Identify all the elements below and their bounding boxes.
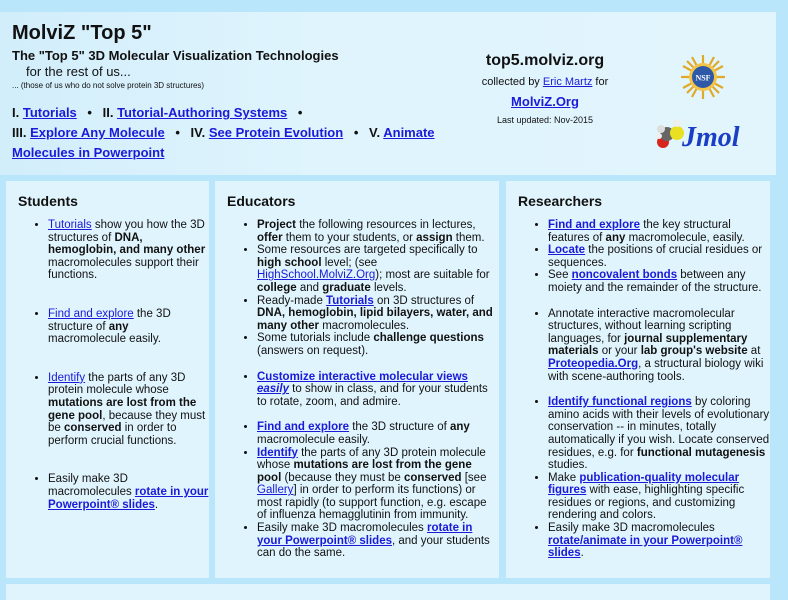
text: mutations are lost from the gene pool: [48, 396, 197, 422]
text: assign: [416, 231, 453, 244]
text: , a structural biology wiki with scene-authoring tools.: [548, 357, 764, 383]
text: challenge questions: [373, 332, 484, 345]
nav-num: III.: [12, 125, 27, 140]
text: DNA, hemoglobin, lipid bilayers, water, and many other: [257, 307, 493, 332]
list-item: [548, 308, 770, 384]
find-explore-link[interactable]: Find and explore: [48, 307, 134, 320]
site-title: MolviZ "Top 5": [12, 22, 152, 44]
site-note: ... (those of us who do not solve protein 3D structures): [12, 81, 205, 90]
text: by coloring amino acids with their levels of evolutionary conservation -- in minutes, totally automatically if you wish. Locate conserved residues, e.g. for: [548, 396, 770, 459]
text: Easily make 3D macromolecules: [48, 473, 135, 498]
list-item: [48, 219, 209, 282]
text: in order to perform crucial functions.: [48, 422, 177, 447]
text: .: [580, 547, 584, 560]
functional-regions-link[interactable]: Identify functional regions: [548, 396, 692, 409]
text: See: [548, 269, 572, 282]
nav-animate-powerpoint[interactable]: Animate Molecules in Powerpoint: [12, 125, 435, 160]
researchers-list: [518, 219, 770, 560]
text: Annotate interactive macromolecular structures, without learning scripting languages, for: [548, 307, 735, 345]
text: Ready-made: [257, 294, 327, 307]
list-item: [548, 472, 770, 522]
list-item: [548, 244, 770, 269]
nsf-logo-icon[interactable]: [680, 54, 726, 100]
bottom-panel: [6, 584, 770, 600]
list-item: [548, 269, 770, 294]
text: (answers on request).: [257, 344, 369, 357]
text: the parts of any 3D protein molecule whose: [257, 446, 486, 472]
highschool-link[interactable]: HighSchool.MolviZ.Org: [257, 269, 376, 282]
list-item: [257, 371, 499, 409]
text: and: [296, 281, 323, 294]
nav-protein-evolution[interactable]: See Protein Evolution: [208, 125, 344, 140]
list-item: [48, 372, 209, 448]
find-explore-link[interactable]: Find and explore: [548, 219, 641, 231]
text: Some tutorials include: [257, 332, 374, 345]
molviz-org-link[interactable]: MolviZ.Org: [511, 94, 579, 109]
educators-heading: Educators: [227, 193, 296, 209]
list-item: [548, 396, 770, 472]
text: college: [257, 281, 297, 294]
identify-link[interactable]: Identify: [257, 446, 298, 459]
students-panel: [6, 181, 209, 578]
nav-separator: •: [87, 105, 92, 120]
powerpoint-link[interactable]: rotate in your Powerpoint® slides: [48, 485, 209, 511]
list-item: [48, 473, 209, 511]
text: , because they must be: [48, 409, 206, 435]
find-explore-link[interactable]: Find and explore: [257, 421, 350, 434]
powerpoint-link[interactable]: rotate in your Powerpoint® slides: [257, 522, 473, 547]
easily-link[interactable]: easily: [257, 383, 289, 396]
collected-by: [460, 76, 630, 88]
list-item: [257, 295, 499, 333]
powerpoint-link[interactable]: rotate/animate in your Powerpoint® slides: [548, 534, 743, 560]
jmol-text: Jmol: [682, 122, 740, 152]
text: any: [450, 421, 470, 434]
text: the following resources in lectures,: [296, 219, 476, 231]
nav-tutorials[interactable]: Tutorials: [22, 105, 77, 120]
text: journal supplementary materials: [548, 332, 748, 358]
section-nav: [12, 103, 472, 163]
text: .: [154, 498, 159, 511]
list-item: [257, 332, 499, 357]
educators-panel: [215, 181, 499, 578]
text: level; (see: [321, 256, 378, 269]
list-item: [48, 308, 209, 346]
text: ); most are suitable for: [375, 269, 490, 282]
text: Some resources are targeted specifically to: [257, 244, 478, 257]
noncovalent-bonds-link[interactable]: noncovalent bonds: [571, 269, 678, 282]
text: mutations are lost from the gene pool: [257, 459, 472, 484]
students-list: [18, 219, 209, 511]
text: any: [108, 320, 129, 333]
text: studies.: [548, 459, 588, 472]
nav-separator: •: [353, 125, 359, 140]
site-info: [460, 52, 630, 125]
proteopedia-link[interactable]: Proteopedia.Org: [548, 357, 639, 370]
collected-text: collected by: [481, 76, 543, 88]
nav-num: I.: [12, 105, 20, 120]
text: high school: [257, 256, 322, 269]
text: (because they must be: [281, 471, 405, 484]
text: conserved: [404, 471, 462, 484]
nav-num: IV.: [190, 125, 206, 140]
students-heading: Students: [18, 193, 78, 209]
text: them to your students, or: [282, 231, 417, 244]
nsf-text: NSF: [695, 73, 711, 83]
nav-num: V.: [369, 125, 381, 140]
nav-num: II.: [102, 105, 114, 120]
text: show you how the 3D structures of: [48, 219, 205, 244]
text: them.: [452, 231, 485, 244]
tutorials-link[interactable]: Tutorials: [48, 219, 92, 231]
nav-explore-molecule[interactable]: Explore Any Molecule: [30, 125, 165, 140]
site-tagline: for the rest of us...: [26, 64, 131, 79]
text: functional mutagenesis: [636, 446, 766, 459]
publication-figures-link[interactable]: publication-quality molecular figures: [548, 471, 740, 497]
text: on 3D structures of: [373, 294, 475, 307]
text: between any moiety and the remainder of the structure.: [548, 269, 762, 294]
text: DNA, hemoglobin, and many other: [48, 231, 206, 257]
text: the parts of any 3D protein molecule whose: [48, 371, 186, 397]
text: macromolecules.: [319, 319, 410, 332]
researchers-heading: Researchers: [518, 193, 603, 209]
text: or your: [598, 345, 641, 358]
text: the 3D structure of: [349, 421, 451, 434]
text: conserved: [64, 422, 122, 435]
collected-text: for: [592, 76, 609, 88]
text: the 3D structure of: [48, 307, 171, 333]
last-updated: Last updated: Nov-2015: [496, 115, 594, 125]
text: the positions of crucial residues or sequences.: [548, 244, 763, 269]
list-item: [257, 421, 499, 446]
text: [see: [461, 471, 487, 484]
list-item: [257, 219, 499, 244]
locate-link[interactable]: Locate: [548, 244, 586, 257]
header-panel: [0, 12, 776, 175]
text: at: [747, 345, 761, 358]
text: levels.: [370, 281, 407, 294]
text: Project: [257, 219, 296, 231]
gallery-link[interactable]: Gallery: [257, 484, 294, 497]
text: macromolecule easily.: [48, 333, 161, 346]
author-link[interactable]: Eric Martz: [542, 76, 593, 88]
customize-views-link[interactable]: Customize interactive molecular views: [257, 370, 468, 383]
nav-separator: •: [175, 125, 180, 140]
text: to show in class, and for your students to rotate, zoom, and admire.: [257, 383, 488, 408]
nav-authoring-systems[interactable]: Tutorial-Authoring Systems: [117, 105, 288, 120]
text: , and your students can do the same.: [257, 534, 490, 560]
list-item: [548, 219, 770, 244]
text: macromolecule, easily.: [625, 231, 745, 244]
tutorials-link[interactable]: Tutorials: [326, 294, 374, 307]
nav-separator: •: [297, 105, 303, 120]
site-subtitle: The "Top 5" 3D Molecular Visualization Technologies: [12, 48, 339, 63]
text: the key structural features of: [548, 219, 731, 244]
list-item: [257, 447, 499, 523]
researchers-panel: [506, 181, 770, 578]
text: with ease, highlighting specific residues or regions, and customizing rendering and colors.: [548, 484, 745, 522]
text: offer: [257, 231, 283, 244]
identify-link[interactable]: Identify: [48, 371, 86, 384]
list-item: [257, 522, 499, 560]
list-item: [548, 522, 770, 560]
list-item: [257, 244, 499, 294]
jmol-logo-icon[interactable]: [655, 116, 750, 152]
text: ] in order to perform its functions) or most rapidly (to support function, e.g. escape of influenza hemagglutinin from immunity.: [257, 484, 487, 522]
text: lab group's website: [640, 345, 748, 358]
text: Easily make 3D macromolecules: [257, 522, 428, 535]
educators-list: [227, 219, 499, 560]
text: Make: [548, 471, 580, 484]
text: macromolecule easily.: [257, 433, 370, 446]
text: graduate: [322, 281, 371, 294]
org: [460, 94, 630, 109]
text: macromolecules support their functions.: [48, 256, 199, 282]
site-domain: top5.molviz.org: [485, 52, 605, 69]
text: any: [605, 231, 626, 244]
text: Easily make 3D macromolecules: [548, 522, 715, 535]
